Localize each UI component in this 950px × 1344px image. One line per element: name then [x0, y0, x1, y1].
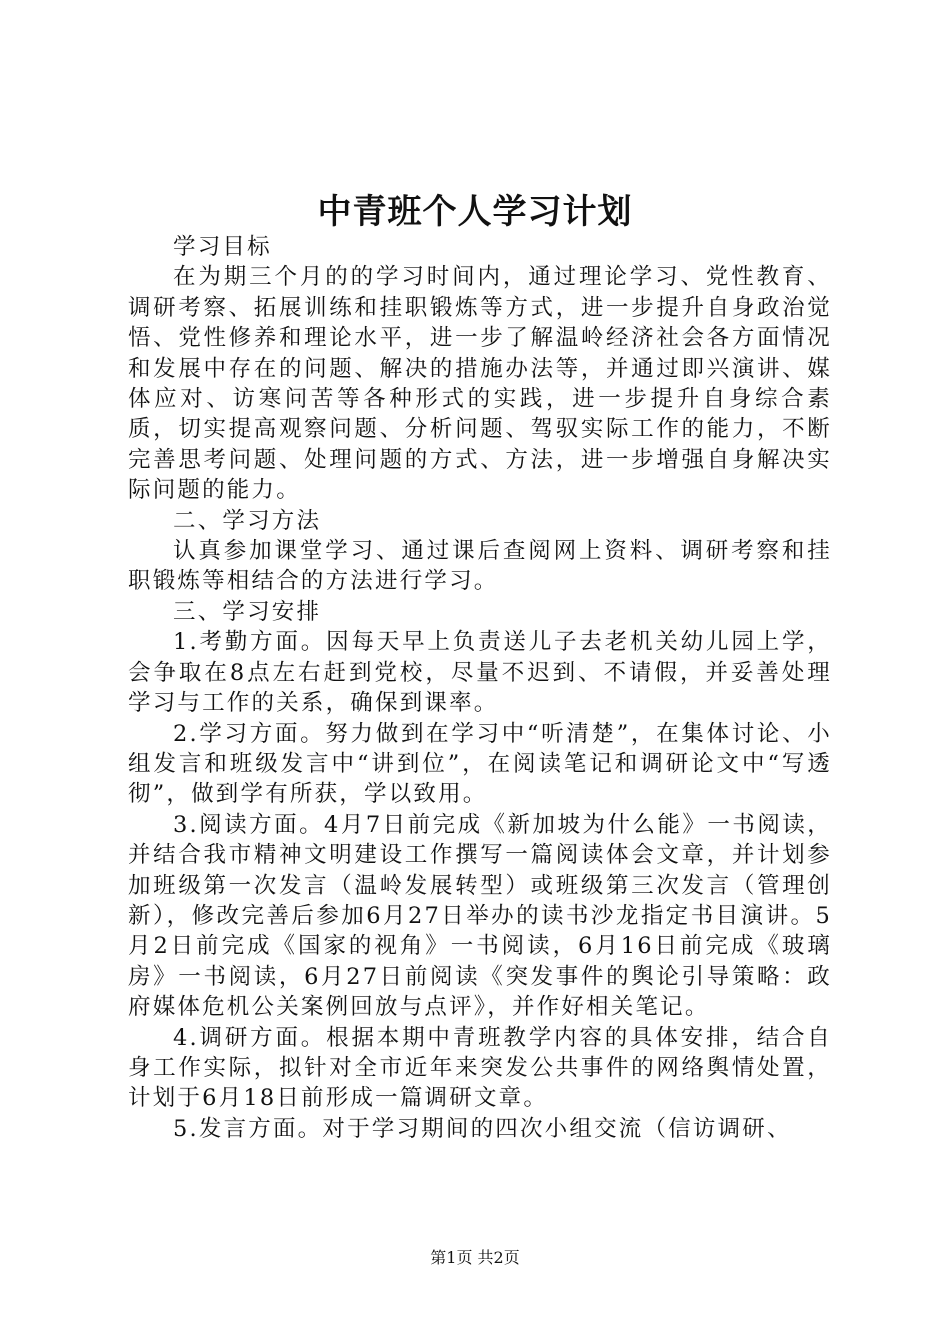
paragraph-methods: 认真参加课堂学习、通过课后查阅网上资料、调研考察和挂职锻炼等相结合的方法进行学习。 — [128, 538, 832, 595]
paragraph-research: 4.调研方面。根据本期中青班教学内容的具体安排，结合自身工作实际，拟针对全市近年来突发公共事件的网络舆情处置，计划于6月18日前形成一篇调研文章。 — [128, 1024, 832, 1112]
document-body — [128, 232, 832, 1144]
paragraph-goals: 在为期三个月的的学习时间内，通过理论学习、党性教育、调研考察、拓展训练和挂职锻炼等方式，进一步提升自身政治觉悟、党性修养和理论水平，进一步了解温岭经济社会各方面情况和发展中存在的问题、解决的措施办法等，并通过即兴演讲、媒体应对、访寒问苦等各种形式的实践，进一步提升自身综合素质，切实提高观察问题、分析问题、驾驭实际工作的能力，不断完善思考问题、处理问题的方式、方法，进一步增强自身解决实际问题的能力。 — [128, 264, 832, 504]
paragraph-attendance: 1.考勤方面。因每天早上负责送儿子去老机关幼儿园上学，会争取在8点左右赶到党校，尽量不迟到、不请假，并妥善处理学习与工作的关系，确保到课率。 — [128, 629, 832, 717]
paragraph-speaking: 5.发言方面。对于学习期间的四次小组交流（信访调研、 — [173, 1115, 792, 1142]
document-title: 中青班个人学习计划 — [317, 192, 633, 232]
section-heading-schedule: 三、学习安排 — [173, 598, 322, 625]
paragraph-study: 2.学习方面。努力做到在学习中“听清楚”，在集体讨论、小组发言和班级发言中“讲到位”，在阅读笔记和调研论文中“写透彻”，做到学有所获，学以致用。 — [128, 720, 832, 808]
section-heading-goals: 学习目标 — [173, 234, 272, 260]
page-number-footer: 第1页 共2页 — [430, 1248, 520, 1267]
section-heading-methods: 二、学习方法 — [173, 507, 322, 534]
paragraph-reading: 3.阅读方面。4月7日前完成《新加坡为什么能》一书阅读，并结合我市精神文明建设工作撰写一篇阅读体会文章，并计划参加班级第一次发言（温岭发展转型）或班级第三次发言（管理创新），修改完善后参加6月27日举办的读书沙龙指定书目演讲。5月2日前完成《国家的视角》一书阅读，6月16日前完成《玻璃房》一书阅读，6月27日前阅读《突发事件的舆论引导策略：政府媒体危机公关案例回放与点评》，并作好相关笔记。 — [128, 811, 832, 1021]
